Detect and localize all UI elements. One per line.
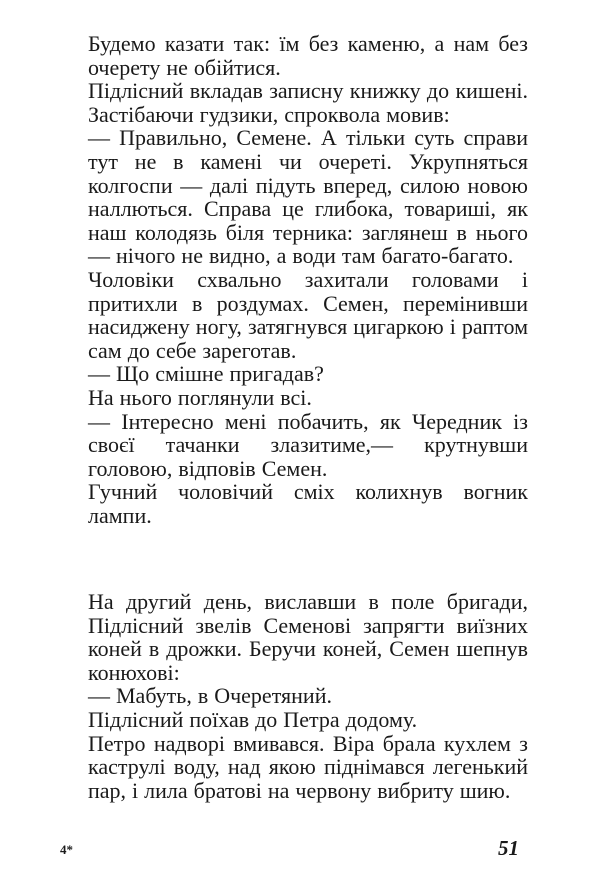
page-number: 51 [498,836,519,860]
paragraph-3: — Правильно, Семене. А тільки суть справи тут не в камені чи очереті. Укрупняться колгоспи — далі підуть вперед, силою новою наллються. Справа це глибока, товариші, як наш колодязь біля терника: заглянеш в нього — нічого не видно, а води там багато-багато. [88,125,528,269]
text-section-1 [88,32,528,527]
paragraph-11: Підлісний поїхав до Петра додому. [88,706,418,732]
paragraph-6: На нього поглянули всі. [88,384,312,410]
paragraph-2: Підлісний вкладав записну книжку до кишені. Застібаючи гудзики, спроквола мовив: [88,78,528,127]
paragraph-4: Чоловіки схвально захитали головами і притихли в роздумах. Семен, перемінивши насиджену ногу, затягнувся цигаркою і раптом сам до себе зареготав. [88,266,528,363]
printer-signature-mark: 4* [60,842,73,857]
text-section-2 [88,590,528,802]
paragraph-1: Будемо казати так: їм без каменю, а нам без очерету не обійтися. [88,31,528,80]
paragraph-12: Петро надворі вмивався. Віра брала кухлем з каструлі воду, над якою піднімався легенький пар, і лила братові на червону вибриту шию. [88,730,528,803]
paragraph-5: — Що смішне пригадав? [88,361,324,387]
paragraph-10: — Мабуть, в Очеретяний. [88,683,332,709]
paragraph-8: Гучний чоловічий сміх колихнув вогник лампи. [88,479,528,528]
paragraph-9: На другий день, виславши в поле бригади, Підлісний звелів Семенові запрягти виїзних коней в дрожки. Беручи коней, Семен шепнув конюхові: [88,589,528,685]
paragraph-7: — Інтересно мені побачить, як Чередник із своєї тачанки злазитиме,— крутнувши головою, відповів Семен. [88,408,528,481]
